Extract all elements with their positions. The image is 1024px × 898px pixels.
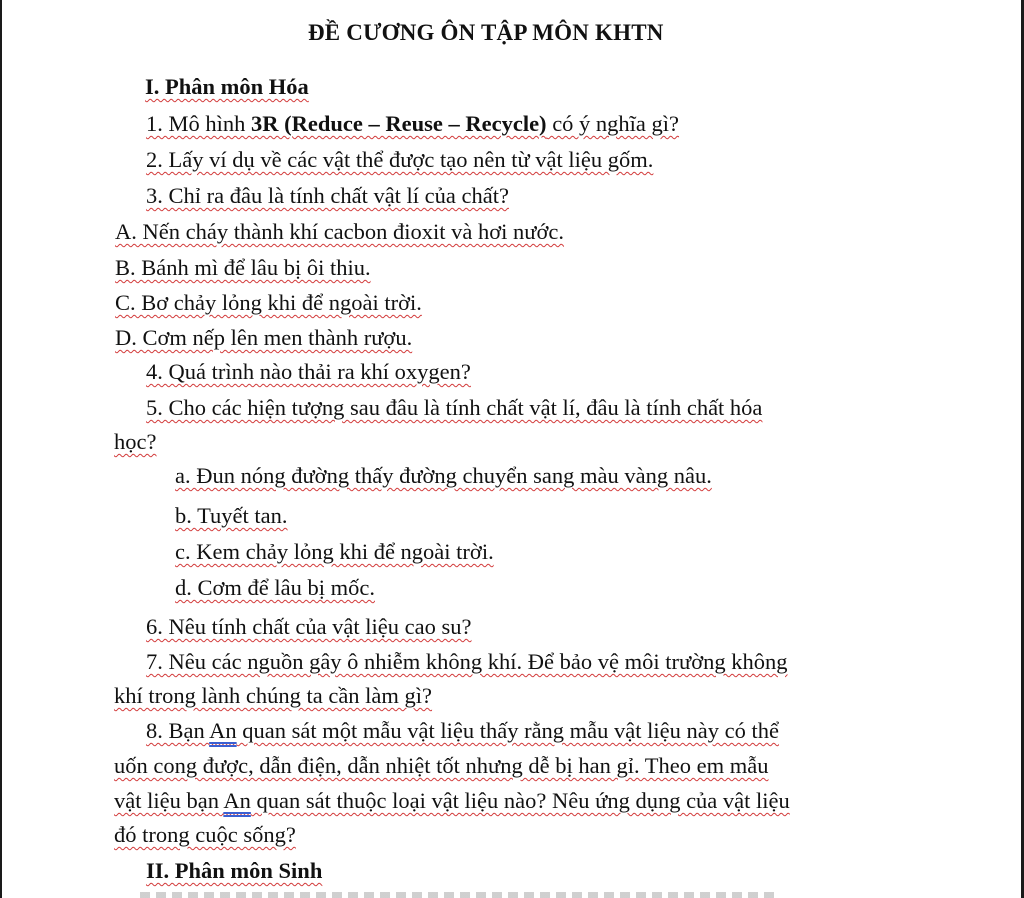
question-4: 4. Quá trình nào thải ra khí oxygen? — [146, 359, 471, 384]
question-1-prefix: 1. Mô hình — [146, 111, 252, 136]
question-8-line-3-post: quan sát thuộc loại vật liệu nào? Nêu ứng dụng của vật liệu — [250, 788, 790, 813]
question-8-line-3-pre: vật liệu bạn — [114, 788, 224, 813]
question-6: 6. Nêu tính chất của vật liệu cao su? — [146, 614, 472, 639]
question-8-line-1 — [146, 717, 779, 745]
cut-off-next-line — [140, 892, 780, 898]
left-border — [0, 0, 2, 898]
question-1-bold-term: 3R (Reduce – Reuse – Recycle) — [251, 111, 547, 136]
question-8-line-2: uốn cong được, dẫn điện, dẫn nhiệt tốt nhưng dễ bị han gỉ. Theo em mẫu — [114, 753, 769, 778]
question-5-item-c: c. Kem chảy lỏng khi để ngoài trời. — [175, 539, 494, 564]
question-3-option-b: B. Bánh mì để lâu bị ôi thiu. — [115, 255, 371, 280]
section-heading-chemistry: I. Phân môn Hóa — [145, 74, 309, 99]
question-1 — [146, 110, 679, 138]
section-heading-biology: II. Phân môn Sinh — [146, 858, 323, 883]
question-8-line-1-post: quan sát một mẫu vật liệu thấy rằng mẫu vật liệu này có thể — [236, 718, 779, 743]
question-8-name-an: An — [209, 718, 237, 743]
question-5-item-a: a. Đun nóng đường thấy đường chuyển sang màu vàng nâu. — [175, 463, 712, 488]
question-5-item-d: d. Cơm để lâu bị mốc. — [175, 575, 375, 600]
question-8-name-an-2: An — [223, 788, 251, 813]
question-8-line-1-pre: 8. Bạn — [146, 718, 210, 743]
question-5-item-b: b. Tuyết tan. — [175, 503, 288, 528]
question-8-line-3 — [114, 787, 790, 815]
question-8-line-4: đó trong cuộc sống? — [114, 822, 296, 847]
question-3-option-a: A. Nến cháy thành khí cacbon đioxit và hơi nước. — [115, 219, 565, 244]
question-5-line-2: học? — [114, 429, 157, 454]
question-2: 2. Lấy ví dụ về các vật thể được tạo nên từ vật liệu gốm. — [146, 147, 654, 172]
question-7-line-2: khí trong lành chúng ta cần làm gì? — [114, 683, 433, 708]
question-7-line-1: 7. Nêu các nguồn gây ô nhiễm không khí. Để bảo vệ môi trường không — [146, 649, 788, 674]
question-3-option-c: C. Bơ chảy lỏng khi để ngoài trời. — [115, 290, 422, 315]
question-3: 3. Chỉ ra đâu là tính chất vật lí của chất? — [146, 183, 509, 208]
question-5-line-1: 5. Cho các hiện tượng sau đâu là tính chất vật lí, đâu là tính chất hóa — [146, 395, 763, 420]
question-3-option-d: D. Cơm nếp lên men thành rượu. — [115, 325, 413, 350]
question-1-suffix: có ý nghĩa gì? — [546, 111, 680, 136]
document-title: ĐỀ CƯƠNG ÔN TẬP MÔN KHTN — [308, 20, 664, 45]
